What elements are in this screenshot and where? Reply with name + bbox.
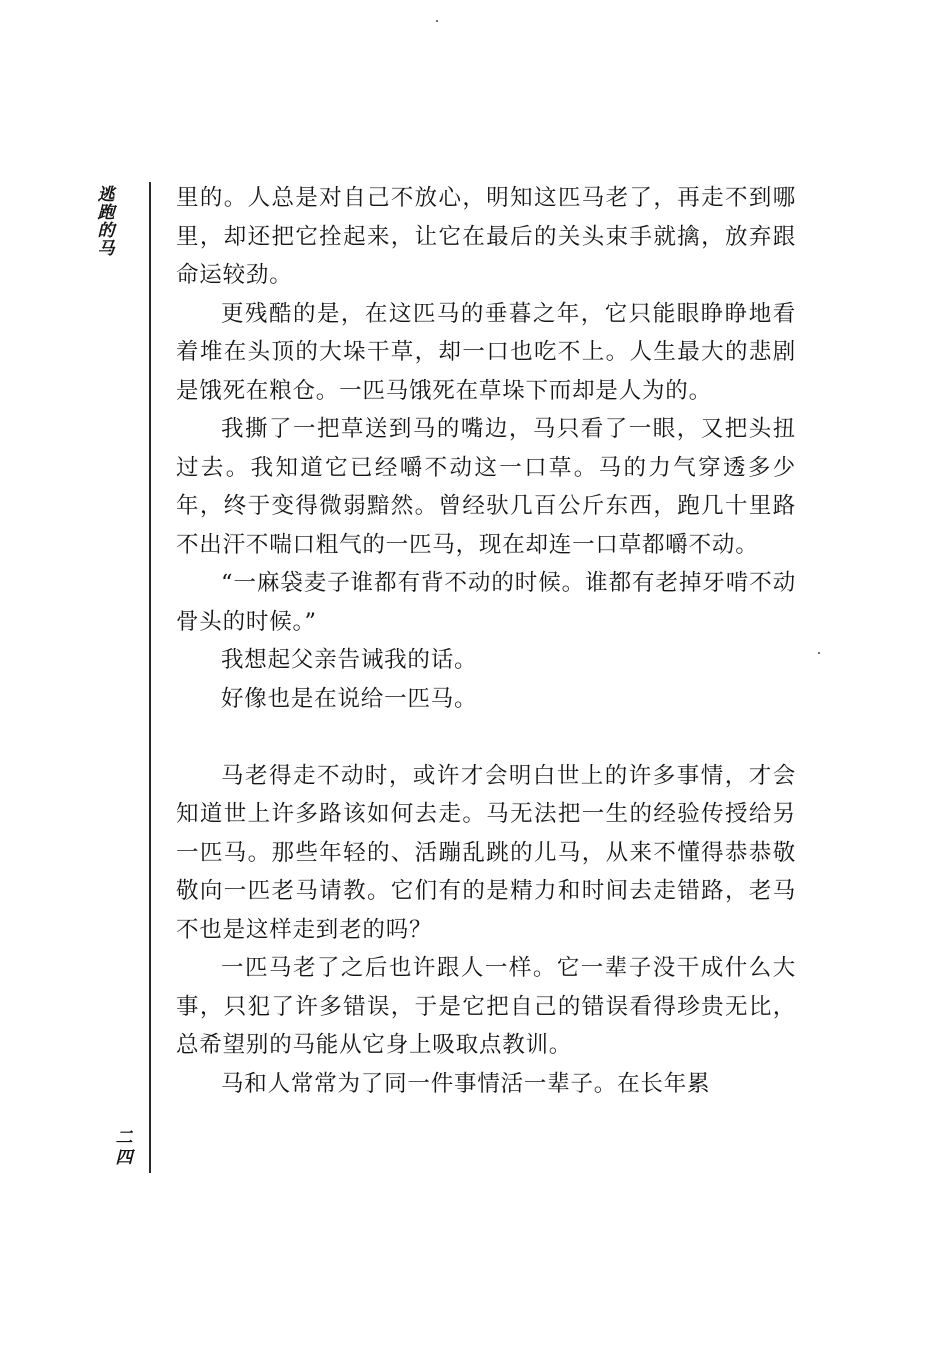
margin-rule-lower <box>149 1148 151 1173</box>
section-break <box>176 718 796 757</box>
paragraph: 马和人常常为了同一件事情活一辈子。在长年累 <box>221 1070 711 1097</box>
paragraph: 我撕了一把草送到马的嘴边，马只看了一眼，又把头扭过去。我知道它已经嚼不动这一口草。马的力气穿透多少年，终于变得微弱黯然。曾经驮几百公斤东西，跑几十里路不出汗不喘口粗气的一匹马，现在却连一口草都嚼不动。 <box>176 416 796 558</box>
paragraph: 我想起父亲告诫我的话。 <box>221 647 478 673</box>
paragraph: 好像也是在说给一匹马。 <box>221 685 478 712</box>
paragraph: 里的。人总是对自己不放心，明知这匹马老了，再走不到哪里，却还把它拴起来，让它在最后的关头束手就擒，放弃跟命运较劲。 <box>176 185 796 288</box>
speck-top <box>436 20 438 22</box>
page-number: 二四 <box>115 1128 133 1168</box>
running-title: 逃跑的马 <box>97 185 115 259</box>
margin-rule <box>149 182 151 1160</box>
paragraph: “一麻袋麦子谁都有背不动的时候。谁都有老掉牙啃不动骨头的时候。” <box>176 570 796 635</box>
body-text <box>176 179 796 1103</box>
paragraph: 更残酷的是，在这匹马的垂暮之年，它只能眼睁睁地看着堆在头顶的大垛干草，却一口也吃不上。人生最大的悲剧是饿死在粮仓。一匹马饿死在草垛下而却是人为的。 <box>176 300 796 404</box>
paragraph: 马老得走不动时，或许才会明白世上的许多事情，才会知道世上许多路该如何去走。马无法把一生的经验传授给另一匹马。那些年轻的、活蹦乱跳的儿马，从来不懂得恭恭敬敬向一匹老马请教。它们有的是精力和时间去走错路，老马不也是这样走到老的吗？ <box>176 762 796 943</box>
paragraph: 一匹马老了之后也许跟人一样。它一辈子没干成什么大事，只犯了许多错误，于是它把自己的错误看得珍贵无比，总希望别的马能从它身上吸取点教训。 <box>176 955 796 1058</box>
speck-right <box>818 652 820 654</box>
